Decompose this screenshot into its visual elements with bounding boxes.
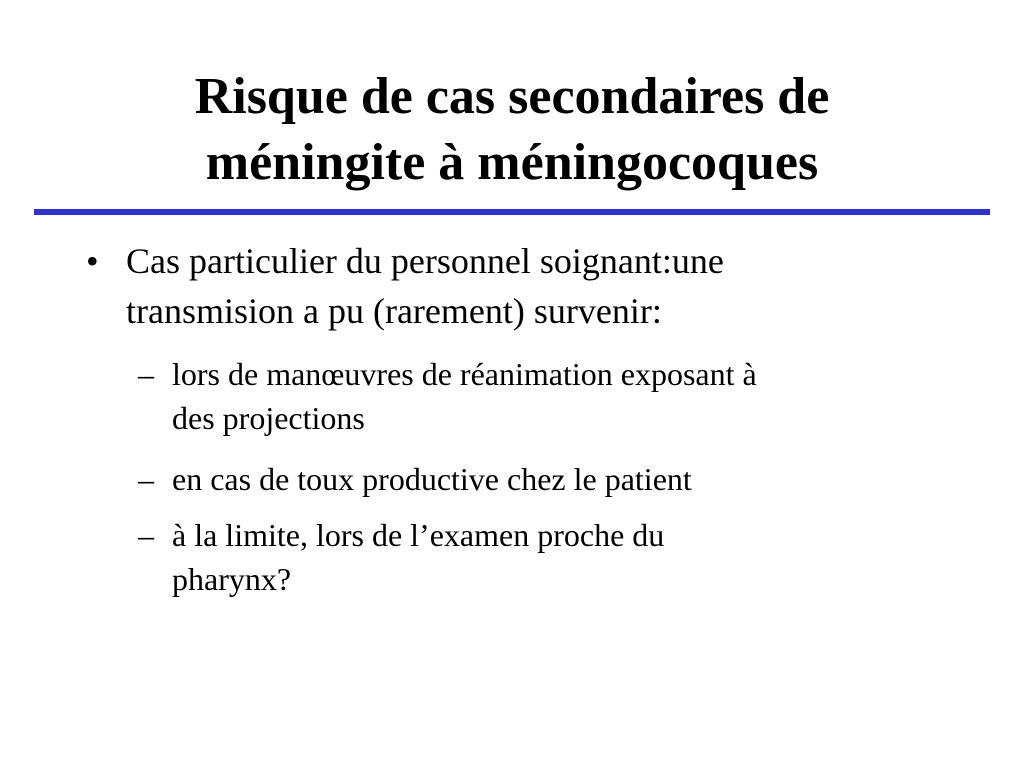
- main-bullet-line-2: transmision a pu (rarement) survenir:: [126, 291, 662, 331]
- sub-point-3-text: [172, 513, 932, 601]
- dash-icon: –: [138, 356, 154, 392]
- sub-point-1-line-1: lors de manœuvres de réanimation exposant à: [172, 356, 757, 392]
- title-line-1: Risque de cas secondaires de: [194, 68, 830, 125]
- dash-icon: –: [138, 461, 154, 497]
- sub-point-2-text: [172, 457, 932, 501]
- main-bullet-line-1: Cas particulier du personnel soignant:une: [126, 241, 724, 281]
- sub-point-1-text: [172, 352, 932, 440]
- title-line-2: méningite à méningocoques: [205, 134, 819, 191]
- sub-point-3-line-1: à la limite, lors de l’examen proche du: [172, 517, 665, 553]
- title-divider: [34, 209, 990, 215]
- sub-point-3-line-2: pharynx?: [172, 561, 292, 597]
- sub-point-2-line-1: en cas de toux productive chez le patient: [172, 461, 692, 497]
- sub-point-1-line-2: des projections: [172, 400, 365, 436]
- main-bullet-text: [126, 236, 966, 336]
- bullet-icon: •: [86, 241, 99, 281]
- dash-icon: –: [138, 517, 154, 553]
- slide-title: [60, 64, 964, 196]
